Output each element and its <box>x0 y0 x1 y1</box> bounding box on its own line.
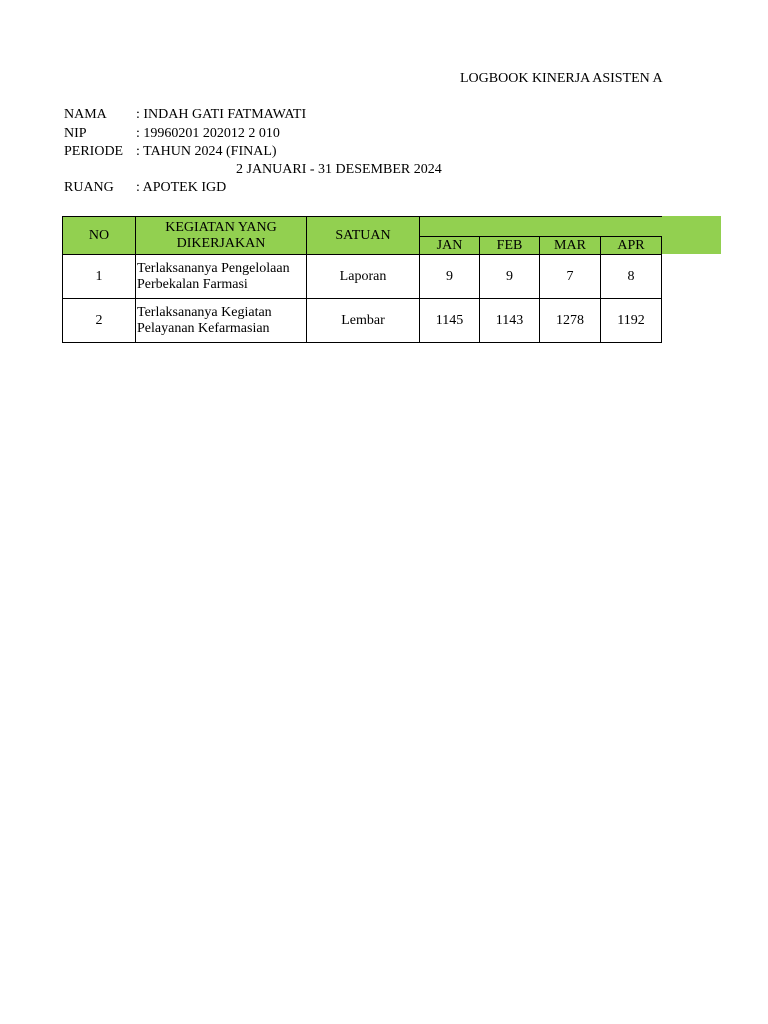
logbook-table <box>62 216 662 343</box>
header-kegiatan-line1: KEGIATAN YANG <box>165 219 277 235</box>
row-no: 2 <box>63 299 136 343</box>
table-row <box>63 299 662 343</box>
nip-label: NIP <box>64 126 87 141</box>
header-satuan: SATUAN <box>307 217 420 255</box>
nip-value: : 19960201 202012 2 010 <box>136 126 280 141</box>
row-kegiatan-line1: Terlaksananya Pengelolaan <box>137 260 290 276</box>
header-month-mar: MAR <box>540 237 601 255</box>
row-kegiatan-line1: Terlaksananya Kegiatan <box>137 304 272 320</box>
periode-label: PERIODE <box>64 144 124 159</box>
row-no: 1 <box>63 255 136 299</box>
row-value-jan: 1145 <box>420 299 480 343</box>
row-value-jan: 9 <box>420 255 480 299</box>
header-kegiatan <box>136 217 307 255</box>
row-value-feb: 1143 <box>480 299 540 343</box>
row-value-mar: 1278 <box>540 299 601 343</box>
row-kegiatan-line2: Pelayanan Kefarmasian <box>137 320 270 336</box>
row-value-feb: 9 <box>480 255 540 299</box>
nama-value: : INDAH GATI FATMAWATI <box>136 107 307 122</box>
nama-label: NAMA <box>64 107 107 122</box>
header-month-jan: JAN <box>420 237 480 255</box>
header-fill-extension <box>660 216 721 254</box>
periode-range: 2 JANUARI - 31 DESEMBER 2024 <box>236 162 442 177</box>
row-kegiatan-line2: Perbekalan Farmasi <box>137 276 248 292</box>
row-value-apr: 1192 <box>601 299 662 343</box>
row-value-mar: 7 <box>540 255 601 299</box>
row-value-apr: 8 <box>601 255 662 299</box>
ruang-value: : APOTEK IGD <box>136 180 227 195</box>
row-satuan: Laporan <box>307 255 420 299</box>
header-month-feb: FEB <box>480 237 540 255</box>
header-months-group <box>420 217 662 237</box>
row-satuan: Lembar <box>307 299 420 343</box>
header-no: NO <box>63 217 136 255</box>
ruang-label: RUANG <box>64 180 114 195</box>
header-month-apr: APR <box>601 237 662 255</box>
periode-value: : TAHUN 2024 (FINAL) <box>136 144 277 159</box>
row-kegiatan <box>136 299 307 343</box>
row-kegiatan <box>136 255 307 299</box>
table-header-row <box>63 217 662 237</box>
document-title: LOGBOOK KINERJA ASISTEN A <box>460 71 663 86</box>
header-kegiatan-line2: DIKERJAKAN <box>176 235 266 251</box>
table-row <box>63 255 662 299</box>
